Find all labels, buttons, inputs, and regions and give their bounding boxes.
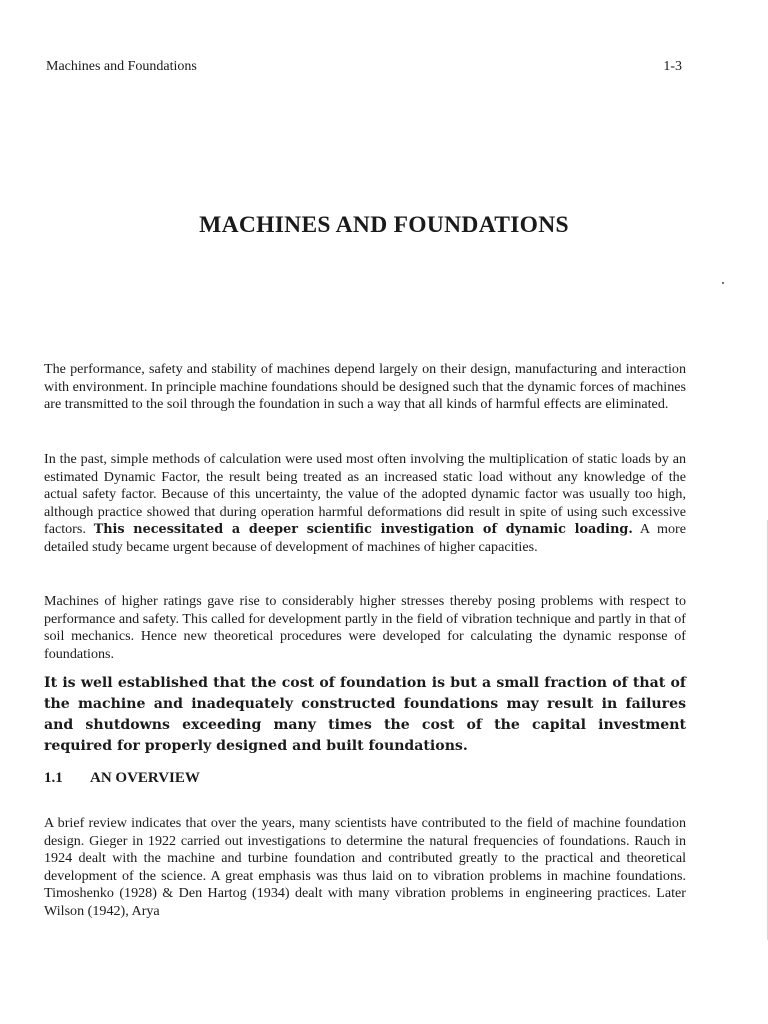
paragraph-text bbox=[44, 451, 686, 557]
section-title: AN OVERVIEW bbox=[90, 770, 200, 786]
header-chapter-title: Machines and Foundations bbox=[46, 59, 197, 74]
section-number: 1.1 bbox=[44, 770, 63, 786]
paragraph-text-end: A more detailed study became urgent because of development of machines of higher capacities. bbox=[44, 521, 687, 555]
chapter-title: MACHINES AND FOUNDATIONS bbox=[199, 212, 569, 238]
paragraph-history bbox=[44, 451, 686, 557]
paragraph-text-start: In the past, simple methods of calculation were used most often involving the multiplication of static loads by an estimated Dynamic Factor, the result being treated as an increased static load without any knowledge of the actual safety factor. Because of this uncertainty, the value of the adopted dynamic factor was usually too high, although practice showed that during operation harmful deformations did result in spite of using such excessive factors. bbox=[44, 451, 686, 538]
paragraph-overview bbox=[44, 815, 686, 921]
paragraph-text: Machines of higher ratings gave rise to considerably higher stresses thereby posing problems with respect to performance and safety. This called for development partly in the field of vibration technique and partly in that of soil mechanics. Hence new theoretical procedures were developed for calculating the dynamic response of foundations. bbox=[44, 593, 686, 662]
paragraph-intro bbox=[44, 361, 686, 414]
paragraph-higher-ratings bbox=[44, 593, 686, 663]
paragraph-bold-phrase: This necessitated a deeper scientific investigation of dynamic loading. bbox=[93, 522, 633, 538]
paragraph-text: The performance, safety and stability of machines depend largely on their design, manufacturing and interaction with environment. In principle machine foundations should be designed such that the dynamic forces of machines are transmitted to the soil through the foundation in such a way that all kinds of harmful effects are eliminated. bbox=[44, 361, 686, 413]
running-header bbox=[46, 57, 682, 77]
section-heading bbox=[44, 768, 200, 788]
header-page-number: 1-3 bbox=[663, 59, 682, 74]
paragraph-text: A brief review indicates that over the years, many scientists have contributed to the field of machine foundation design. Gieger in 1922 carried out investigations to determine the natural frequencies of foundations. Rauch in 1924 dealt with the machine and turbine foundation and contributed greatly to the practical and theoretical development of the science. A great emphasis was thus laid on to vibration problems in machine foundations. Timoshenko (1928) & Den Hartog (1934) dealt with many vibration problems in engineering practices. Later Wilson (1942), Arya bbox=[44, 815, 686, 919]
scan-speck bbox=[722, 282, 724, 284]
emphasis-statement: It is well established that the cost of foundation is but a small fraction of that of the machine and inadequately constructed foundations may result in failures and shutdowns exceeding many times the cost of the capital investment required for properly designed and built foundations. bbox=[44, 675, 686, 754]
